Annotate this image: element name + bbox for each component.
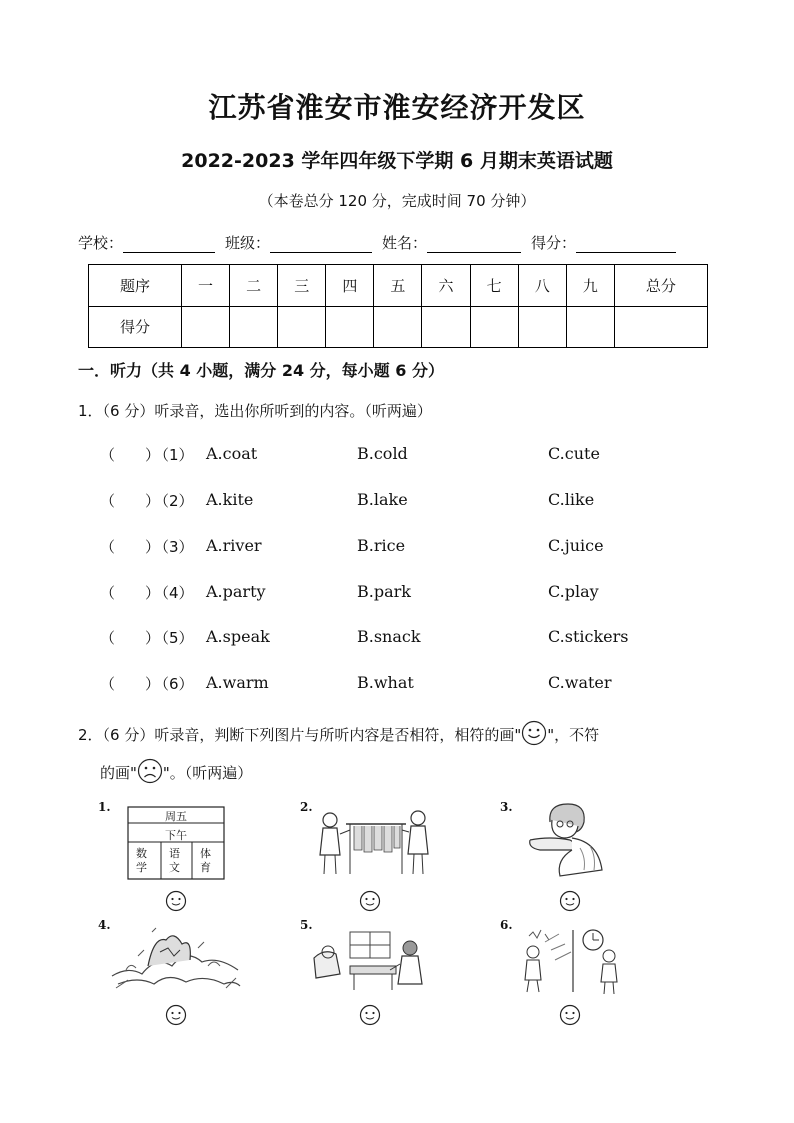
option-c: C.play (548, 582, 599, 601)
option-a: A.river (206, 536, 262, 555)
score-cell[interactable] (182, 306, 230, 348)
section-1-heading: 一．听力（共 4 小题，满分 24 分，每小题 6 分） (78, 361, 444, 380)
score-table-header: 六 (422, 265, 470, 307)
answer-paren[interactable]: （ ） (100, 629, 161, 647)
item-number: （2） (154, 492, 194, 510)
item-number: （1） (154, 446, 194, 464)
option-a: A.speak (206, 627, 270, 646)
timetable-picture (127, 806, 225, 884)
option-a: A.kite (206, 490, 254, 509)
page-subtitle: 2022-2023 学年四年级下学期 6 月期末英语试题 (181, 150, 613, 172)
option-b: B.what (357, 673, 414, 692)
score-cell[interactable] (326, 306, 374, 348)
option-b: B.rice (357, 536, 406, 555)
score-cell[interactable] (470, 306, 518, 348)
answer-face-icon[interactable] (165, 1004, 187, 1030)
q1-item-2 (100, 490, 700, 514)
score-table-header-row (89, 265, 708, 307)
q1-item-6 (100, 673, 700, 697)
q2-text-part-4: "。（听两遍） (162, 764, 253, 782)
score-table-header: 四 (326, 265, 374, 307)
item-number: （3） (154, 538, 194, 556)
score-table-header: 三 (278, 265, 326, 307)
score-cell[interactable] (374, 306, 422, 348)
smiley-face-icon (521, 720, 547, 750)
sad-face-icon (137, 758, 163, 788)
score-row-label: 得分 (89, 306, 182, 348)
timetable-subject: 语文 (169, 847, 180, 874)
timetable-subject: 体育 (200, 847, 211, 874)
exam-note: （本卷总分 120 分，完成时间 70 分钟） (258, 192, 536, 210)
score-table-header: 八 (518, 265, 566, 307)
answer-face-icon[interactable] (559, 1004, 581, 1030)
q1-item-3 (100, 536, 700, 560)
timetable-subject: 数学 (136, 847, 147, 874)
score-label: 得分： (531, 234, 577, 252)
score-table-header: 题序 (89, 265, 182, 307)
option-c: C.water (548, 673, 612, 692)
answer-paren[interactable]: （ ） (100, 538, 161, 556)
answer-paren[interactable]: （ ） (100, 584, 161, 602)
picture-label: 1. (98, 800, 111, 814)
rain-clock-picture (515, 926, 625, 1000)
clothes-shop-picture (310, 810, 440, 884)
answer-face-icon[interactable] (559, 890, 581, 916)
question-2-line-2 (78, 758, 252, 788)
timetable-day: 周五 (165, 810, 187, 823)
score-cell[interactable] (518, 306, 566, 348)
score-table-header: 九 (566, 265, 614, 307)
option-b: B.cold (357, 444, 408, 463)
picture-label: 4. (98, 918, 111, 932)
item-number: （6） (154, 675, 194, 693)
q1-item-1 (100, 444, 700, 468)
answer-paren[interactable]: （ ） (100, 492, 161, 510)
school-label: 学校： (78, 234, 124, 252)
question-2-line-1 (78, 720, 599, 750)
student-info-line (78, 232, 720, 253)
option-c: C.cute (548, 444, 600, 463)
score-table-header: 总分 (614, 265, 707, 307)
answer-face-icon[interactable] (165, 890, 187, 916)
option-a: A.party (206, 582, 266, 601)
score-field[interactable] (576, 236, 676, 253)
option-a: A.warm (206, 673, 269, 692)
option-b: B.lake (357, 490, 408, 509)
option-c: C.stickers (548, 627, 629, 646)
score-table-header: 二 (230, 265, 278, 307)
name-label: 姓名： (382, 234, 428, 252)
option-b: B.snack (357, 627, 421, 646)
class-label: 班级： (225, 234, 271, 252)
answer-paren[interactable]: （ ） (100, 446, 161, 464)
option-c: C.juice (548, 536, 604, 555)
sick-grandma-picture (520, 800, 620, 884)
timetable-time: 下午 (165, 829, 187, 842)
q2-text-part-3: 的画" (100, 764, 137, 782)
score-table-header: 一 (182, 265, 230, 307)
score-table (88, 264, 708, 348)
option-a: A.coat (206, 444, 258, 463)
picture-label: 6. (500, 918, 513, 932)
score-cell[interactable] (566, 306, 614, 348)
answer-paren[interactable]: （ ） (100, 675, 161, 693)
score-cell[interactable] (422, 306, 470, 348)
name-field[interactable] (427, 236, 521, 253)
score-cell[interactable] (278, 306, 326, 348)
storm-picture (108, 926, 244, 998)
family-room-picture (310, 928, 438, 998)
class-field[interactable] (270, 236, 372, 253)
answer-face-icon[interactable] (359, 890, 381, 916)
q1-item-5 (100, 627, 700, 651)
answer-face-icon[interactable] (359, 1004, 381, 1030)
picture-label: 2. (300, 800, 313, 814)
q2-text-part-2: "，不符 (547, 726, 600, 744)
q2-text-part-1: 2．（6 分）听录音，判断下列图片与所听内容是否相符，相符的画" (78, 726, 522, 744)
item-number: （5） (154, 629, 194, 647)
q1-item-4 (100, 582, 700, 606)
item-number: （4） (154, 584, 194, 602)
score-table-header: 七 (470, 265, 518, 307)
page-title: 江苏省淮安市淮安经济开发区 (208, 91, 586, 124)
option-b: B.park (357, 582, 411, 601)
question-1-text: 1．（6 分）听录音，选出你所听到的内容。（听两遍） (78, 402, 432, 420)
score-table-header: 五 (374, 265, 422, 307)
score-cell[interactable] (230, 306, 278, 348)
school-field[interactable] (123, 236, 215, 253)
picture-label: 3. (500, 800, 513, 814)
score-table-score-row (89, 306, 708, 348)
option-c: C.like (548, 490, 595, 509)
score-cell[interactable] (614, 306, 707, 348)
picture-label: 5. (300, 918, 313, 932)
